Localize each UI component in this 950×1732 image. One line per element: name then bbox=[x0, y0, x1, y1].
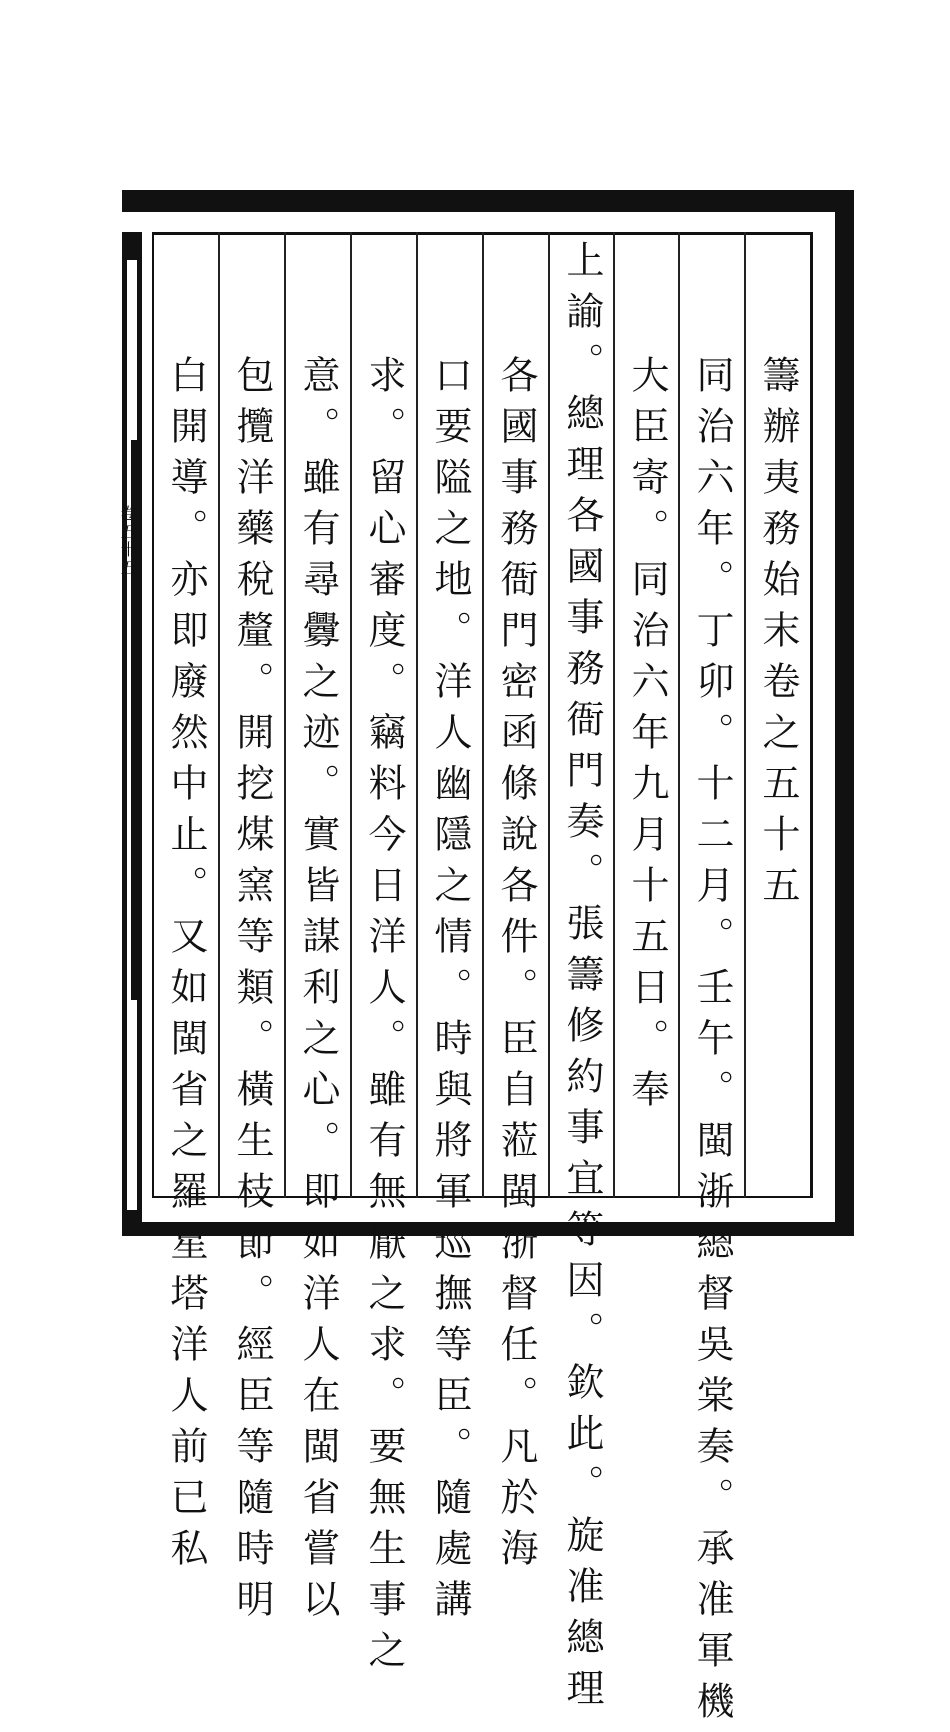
column-rule bbox=[416, 232, 418, 1198]
inner-border-right bbox=[810, 232, 813, 1198]
text-column: 包攬洋藥稅釐。開挖煤窯等類。橫生枝節。經臣等隨時明 bbox=[230, 355, 274, 1630]
text-column: 上諭。總理各國事務衙門奏。張籌修約事宜等因。欽此。旋准總理 bbox=[560, 240, 604, 1719]
text-column: 各國事務衙門密函條說各件。臣自蒞閩浙督任。凡於海 bbox=[494, 355, 538, 1579]
column-rule bbox=[613, 232, 615, 1198]
title-column: 籌辦夷務始末卷之五十五 bbox=[756, 355, 800, 916]
column-rule bbox=[744, 232, 746, 1198]
text-column: 白開導。亦即廢然中止。又如閩省之羅星塔洋人前已私 bbox=[164, 355, 208, 1579]
text-column: 口要隘之地。洋人幽隱之情。時與將軍巡撫等臣。隨處講 bbox=[428, 355, 472, 1630]
fold-label: 卷五十五 bbox=[118, 505, 137, 577]
text-column: 求。留心審度。竊料今日洋人。雖有無厭之求。要無生事之 bbox=[362, 355, 406, 1681]
column-rule bbox=[218, 232, 220, 1198]
text-column: 意。雖有尋釁之迹。實皆謀利之心。即如洋人在閩省嘗以 bbox=[296, 355, 340, 1630]
text-column: 同治六年。丁卯。十二月。壬午。閩浙總督吳棠奏。承准軍機 bbox=[690, 355, 734, 1732]
column-rule bbox=[678, 232, 680, 1198]
page-frame-right bbox=[835, 190, 854, 1232]
column-rule bbox=[482, 232, 484, 1198]
column-rule bbox=[350, 232, 352, 1198]
page-frame-top bbox=[122, 190, 854, 212]
column-rule bbox=[284, 232, 286, 1198]
column-rule bbox=[548, 232, 550, 1198]
inner-border-left bbox=[152, 232, 154, 1198]
text-column: 大臣寄。同治六年九月十五日。奉 bbox=[625, 355, 669, 1120]
